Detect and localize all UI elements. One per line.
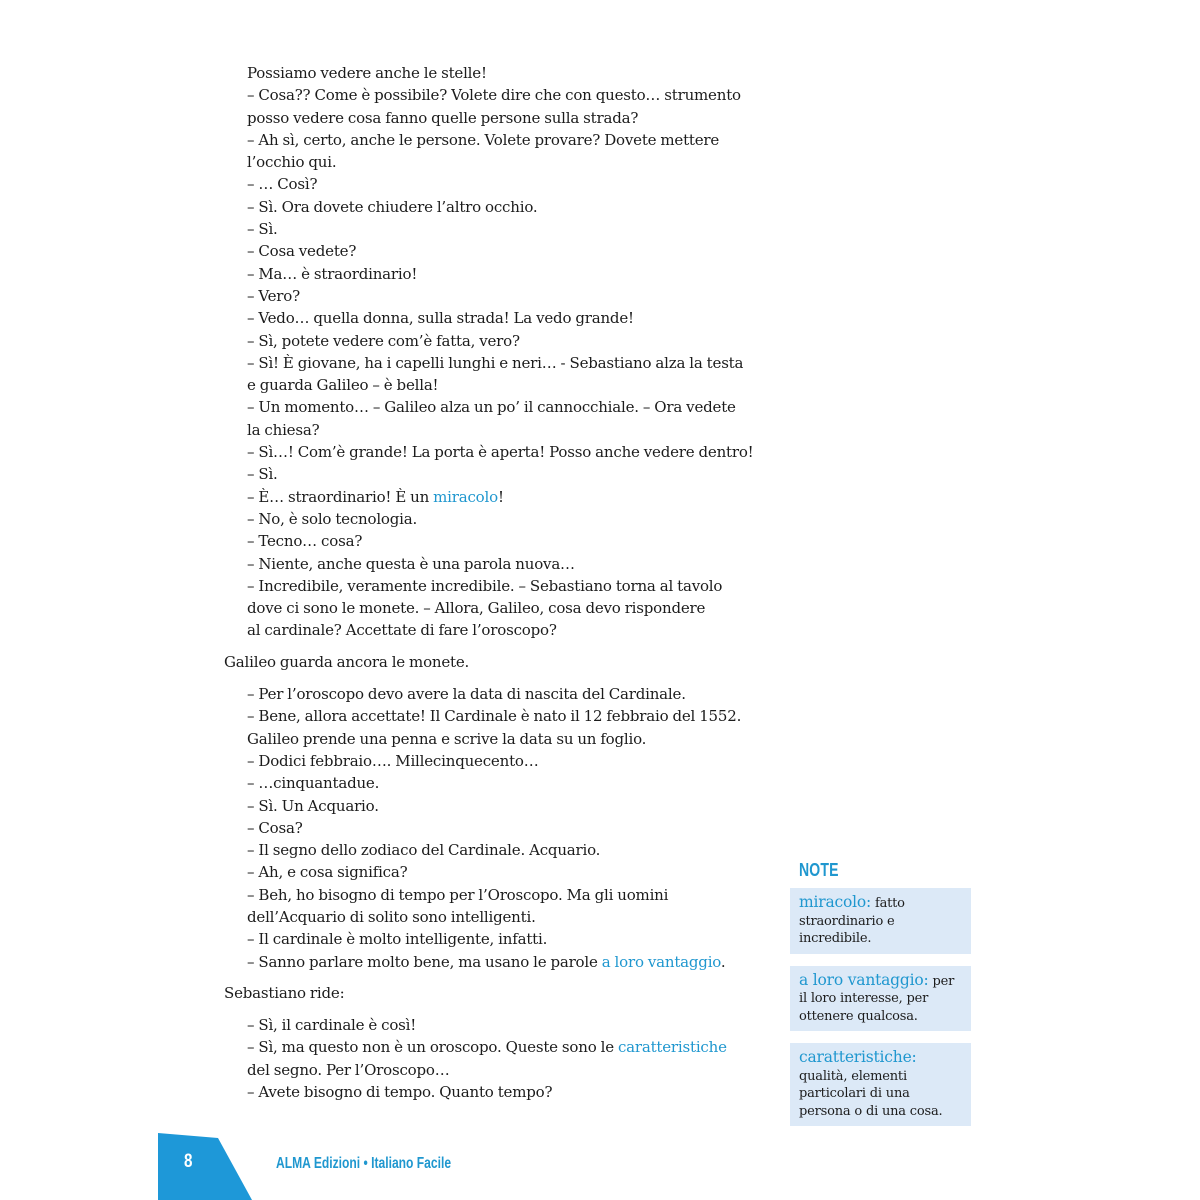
line-text: .: [720, 952, 726, 971]
note-term: caratteristiche:: [799, 1048, 917, 1066]
line-text: – Cosa?: [247, 818, 303, 837]
text-line: [247, 928, 764, 950]
text-line: [247, 441, 764, 463]
line-text: al cardinale? Accettate di fare l’oroscopo?: [247, 621, 557, 640]
line-text: Possiamo vedere anche le stelle!: [247, 64, 487, 82]
line-text: dove ci sono le monete. – Allora, Galileo, cosa devo rispondere: [247, 599, 706, 618]
line-text: l’occhio qui.: [247, 153, 337, 172]
line-text: – Beh, ho bisogno di tempo per l’Oroscopo. Ma gli uomini: [247, 885, 669, 904]
text-line: [247, 705, 764, 727]
line-text: – Sì, il cardinale è così!: [247, 1016, 417, 1035]
text-line: [247, 619, 764, 641]
notes-title: NOTE: [799, 860, 839, 880]
dialogue-block-1: [224, 62, 764, 642]
line-text: – Un momento… – Galileo alza un po’ il cannocchiale. – Ora vedete: [247, 398, 736, 417]
note-a-loro-vantaggio: [790, 966, 971, 1032]
note-definition: qualità, elementi particolari di una persona o di una cosa.: [799, 1068, 943, 1119]
line-text: – Incredibile, veramente incredibile. – Sebastiano torna al tavolo: [247, 576, 723, 595]
line-text: – …cinquantadue.: [247, 774, 380, 793]
text-line: [247, 173, 764, 195]
line-text: – Vero?: [247, 286, 300, 305]
line-text: – Ah sì, certo, anche le persone. Volete provare? Dovete mettere: [247, 130, 720, 149]
text-line: [247, 151, 764, 173]
note-definition: per il loro interesse, per ottenere qualcosa.: [799, 973, 955, 1024]
line-text: – Niente, anche questa è una parola nuova…: [247, 554, 575, 573]
dialogue-block-3: [224, 1014, 764, 1103]
text-line: [247, 728, 764, 750]
line-text: e guarda Galileo – è bella!: [247, 376, 439, 395]
line-text: – Il cardinale è molto intelligente, infatti.: [247, 930, 548, 949]
text-line: [247, 772, 764, 794]
note-miracolo: [790, 888, 971, 954]
page-number: 8: [184, 1151, 193, 1172]
text-line: [247, 575, 764, 597]
line-text: – Sì…! Com’è grande! La porta è aperta! Posso anche vedere dentro!: [247, 443, 754, 462]
text-line: [247, 1059, 764, 1081]
page-number-tab: [158, 1133, 258, 1200]
text-line: [247, 839, 764, 861]
line-text: – Ma… è straordinario!: [247, 264, 418, 283]
text-line: [247, 84, 764, 106]
line-text: – Cosa vedete?: [247, 242, 357, 261]
text-line: [247, 1014, 764, 1036]
line-text: – Ah, e cosa significa?: [247, 863, 408, 882]
text-line: [247, 1036, 764, 1058]
text-line: [247, 240, 764, 262]
line-text: – Sì! È giovane, ha i capelli lunghi e neri… - Sebastiano alza la testa: [247, 353, 744, 372]
line-text: – Sì, ma questo non è un oroscopo. Queste sono le: [247, 1038, 618, 1057]
text-line: [247, 817, 764, 839]
page-tab-shape: [158, 1133, 258, 1200]
line-text: – Dodici febbraio…. Millecinquecento…: [247, 751, 539, 770]
line-text: – Sanno parlare molto bene, ma usano le parole: [247, 952, 602, 971]
note-caratteristiche: [790, 1043, 971, 1126]
dialogue-block-2: [224, 683, 764, 973]
text-line: [247, 906, 764, 928]
text-line: [247, 463, 764, 485]
line-text: del segno. Per l’Oroscopo…: [247, 1060, 450, 1079]
text-line: [247, 196, 764, 218]
text-line: [247, 330, 764, 352]
text-line: [247, 285, 764, 307]
line-text: posso vedere cosa fanno quelle persone sulla strada?: [247, 108, 639, 127]
text-line: [247, 62, 764, 84]
line-text: – Sì. Ora dovete chiudere l’altro occhio.: [247, 197, 538, 216]
line-text: – È… straordinario! È un: [247, 487, 434, 506]
text-line: [247, 951, 764, 973]
narrative-line: Galileo guarda ancora le monete.: [224, 653, 470, 672]
line-text: !: [497, 487, 504, 506]
publisher-label: ALMA Edizioni • Italiano Facile: [276, 1155, 452, 1172]
text-line: [247, 553, 764, 575]
line-text: – Il segno dello zodiaco del Cardinale. Acquario.: [247, 841, 601, 860]
line-text: – Avete bisogno di tempo. Quanto tempo?: [247, 1083, 553, 1102]
text-line: [247, 218, 764, 240]
text-line: [247, 508, 764, 530]
notes-sidebar: [790, 856, 971, 1138]
line-text: – Cosa?? Come è possibile? Volete dire che con questo… strumento: [247, 86, 741, 105]
text-line: [247, 486, 764, 508]
line-text: – Sì. Un Acquario.: [247, 796, 379, 815]
text-line: [247, 683, 764, 705]
line-text: – Sì, potete vedere com’è fatta, vero?: [247, 331, 520, 350]
text-line: [247, 1081, 764, 1103]
story-text: [224, 62, 764, 1103]
glossary-term: caratteristiche: [617, 1038, 727, 1057]
text-line: [247, 750, 764, 772]
text-line: [247, 597, 764, 619]
text-line: [247, 884, 764, 906]
note-term: miracolo:: [799, 893, 872, 911]
line-text: – Vedo… quella donna, sulla strada! La vedo grande!: [247, 309, 634, 328]
text-line: [247, 419, 764, 441]
text-line: [247, 107, 764, 129]
text-line: [247, 530, 764, 552]
text-line: [247, 795, 764, 817]
line-text: – Bene, allora accettate! Il Cardinale è nato il 12 febbraio del 1552.: [247, 707, 742, 726]
line-text: – Sì.: [247, 465, 278, 484]
text-line: [247, 352, 764, 374]
text-line: [247, 307, 764, 329]
narrative-line: Sebastiano ride:: [224, 984, 345, 1003]
glossary-term: a loro vantaggio: [601, 952, 721, 971]
note-term: a loro vantaggio:: [799, 970, 929, 989]
line-text: – No, è solo tecnologia.: [247, 509, 418, 528]
line-text: – Sì.: [247, 220, 278, 239]
note-definition: fatto straordinario e incredibile.: [799, 896, 905, 946]
text-line: [247, 396, 764, 418]
line-text: – Per l’oroscopo devo avere la data di nascita del Cardinale.: [247, 685, 686, 704]
line-text: dell’Acquario di solito sono intelligenti.: [247, 907, 536, 926]
line-text: – … Così?: [247, 175, 318, 194]
line-text: – Tecno… cosa?: [247, 532, 363, 551]
text-line: [247, 861, 764, 883]
line-text: la chiesa?: [247, 420, 320, 439]
text-line: [247, 129, 764, 151]
line-text: Galileo prende una penna e scrive la data su un foglio.: [247, 729, 647, 748]
text-line: [247, 374, 764, 396]
glossary-term: miracolo: [433, 487, 498, 506]
text-line: [247, 263, 764, 285]
